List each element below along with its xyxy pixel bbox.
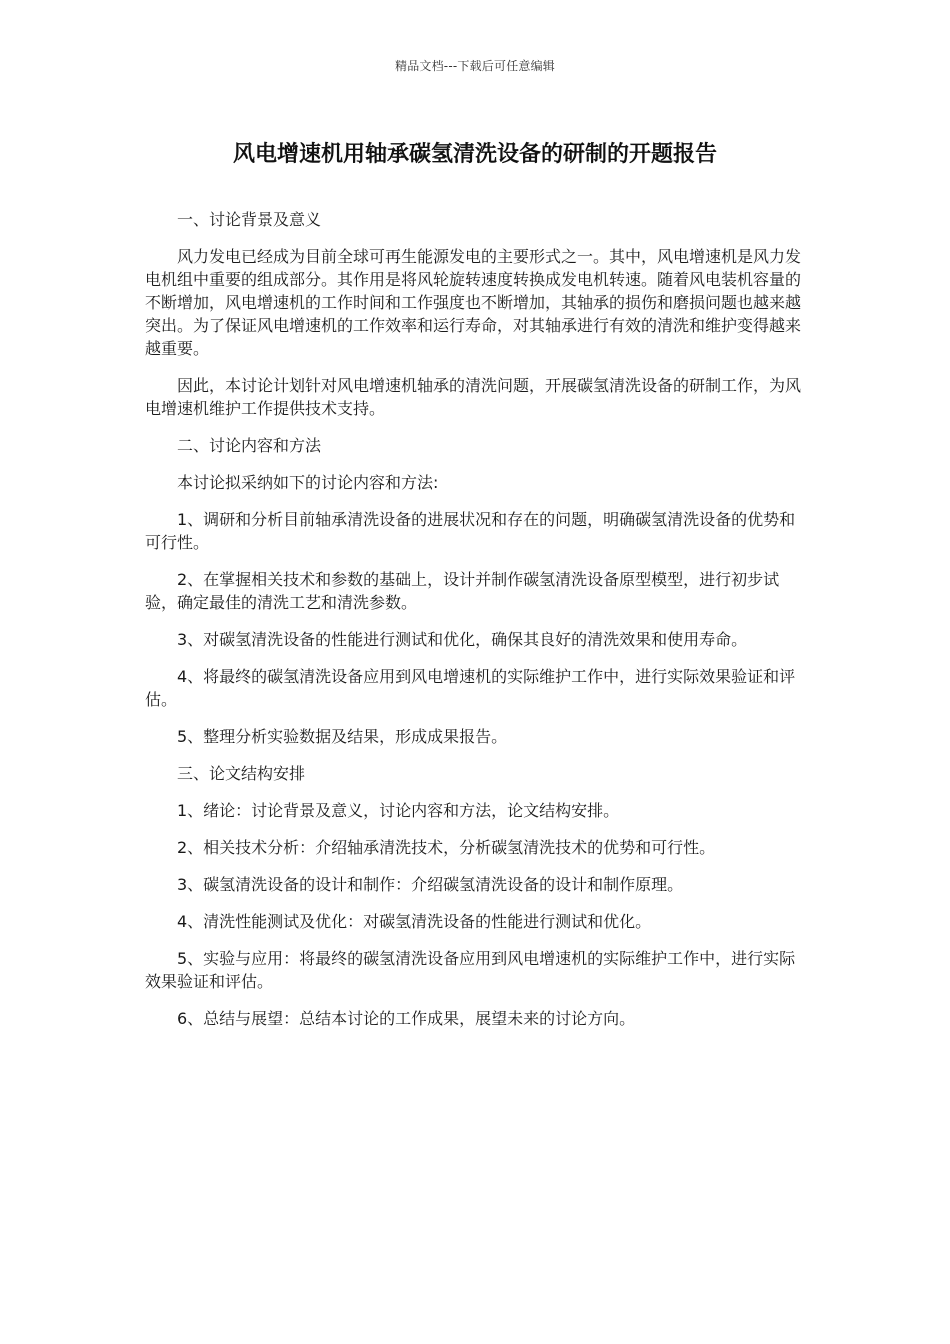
structure-item-6: 6、总结与展望：总结本讨论的工作成果，展望未来的讨论方向。 [177,1009,636,1028]
structure-item-1: 1、绪论：讨论背景及意义，讨论内容和方法，论文结构安排。 [177,801,620,820]
paragraph-background: 风力发电已经成为目前全球可再生能源发电的主要形式之一。其中，风电增速机是风力发电机组中重要的组成部分。其作用是将风轮旋转速度转换成发电机转速。随着风电装机容量的不断增加，风电增速机的工作时间和工作强度也不断增加，其轴承的损伤和磨损问题也越来越突出。为了保证风电增速机的工作效率和运行寿命，对其轴承进行有效的清洗和维护变得越来越重要。 [145,247,802,358]
document-title: 风电增速机用轴承碳氢清洗设备的研制的开题报告 [232,142,717,167]
method-item-4: 4、将最终的碳氢清洗设备应用到风电增速机的实际维护工作中，进行实际效果验证和评估。 [145,667,796,709]
paragraph-purpose: 因此，本讨论计划针对风电增速机轴承的清洗问题，开展碳氢清洗设备的研制工作，为风电增速机维护工作提供技术支持。 [145,376,802,418]
header-note: 精品文档---下载后可任意编辑 [395,59,555,73]
method-item-3: 3、对碳氢清洗设备的性能进行测试和优化，确保其良好的清洗效果和使用寿命。 [177,630,748,649]
section-heading-methods: 二、讨论内容和方法 [177,436,322,455]
section-heading-structure: 三、论文结构安排 [177,764,306,783]
structure-item-5: 5、实验与应用：将最终的碳氢清洗设备应用到风电增速机的实际维护工作中，进行实际效果验证和评估。 [145,949,796,991]
document-body [145,208,810,1044]
structure-item-2: 2、相关技术分析：介绍轴承清洗技术，分析碳氢清洗技术的优势和可行性。 [177,838,716,857]
structure-item-3: 3、碳氢清洗设备的设计和制作：介绍碳氢清洗设备的设计和制作原理。 [177,875,684,894]
method-item-2: 2、在掌握相关技术和参数的基础上，设计并制作碳氢清洗设备原型模型，进行初步试验，确定最佳的清洗工艺和清洗参数。 [145,570,780,612]
paragraph-methods-intro: 本讨论拟采纳如下的讨论内容和方法: [177,473,439,492]
method-item-5: 5、整理分析实验数据及结果，形成成果报告。 [177,727,508,746]
structure-item-4: 4、清洗性能测试及优化：对碳氢清洗设备的性能进行测试和优化。 [177,912,652,931]
method-item-1: 1、调研和分析目前轴承清洗设备的进展状况和存在的问题，明确碳氢清洗设备的优势和可行性。 [145,510,796,552]
section-heading-background: 一、讨论背景及意义 [177,210,322,229]
